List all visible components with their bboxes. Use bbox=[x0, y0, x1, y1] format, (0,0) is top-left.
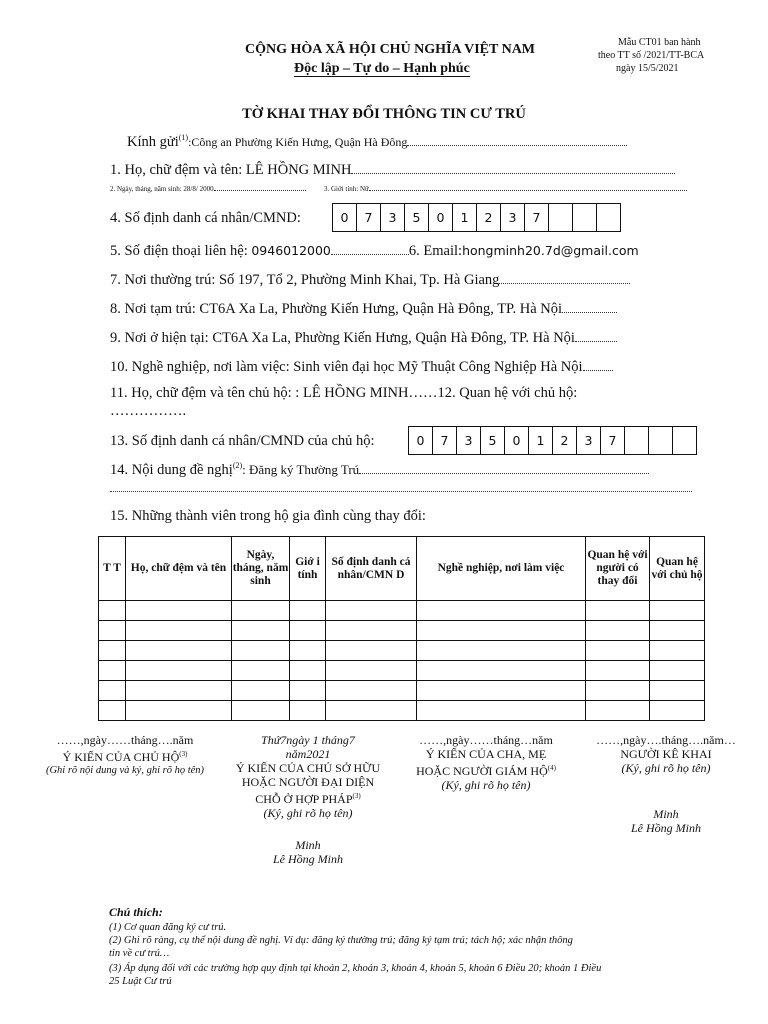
notes-heading: Chú thích: bbox=[109, 905, 163, 919]
table-cell[interactable] bbox=[99, 701, 126, 721]
col-id: Số định danh cá nhân/CMN D bbox=[326, 537, 417, 601]
table-row bbox=[99, 661, 705, 681]
table-cell[interactable] bbox=[232, 621, 290, 641]
note-3a: (3) Áp dụng đối với các trường hợp quy định tại khoản 2, khoản 3, khoản 4, khoản 5, khoản 6 Điều 20; khoản 1 Điều bbox=[109, 963, 602, 974]
signature-declarant: ……,ngày….tháng….năm… NGƯỜI KÊ KHAI (Ký, ghi rõ họ tên) Minh Lê Hồng Minh bbox=[583, 733, 749, 835]
table-cell[interactable] bbox=[326, 661, 417, 681]
table-cell[interactable] bbox=[586, 701, 650, 721]
declarant-name: Lê Hồng Minh bbox=[631, 821, 701, 835]
col-tt: T T bbox=[99, 537, 126, 601]
table-cell[interactable] bbox=[290, 701, 326, 721]
col-relation-changer: Quan hệ với người có thay đổi bbox=[586, 537, 650, 601]
id-digit-box[interactable]: 3 bbox=[501, 204, 525, 231]
form-code-line3: ngày 15/5/2021 bbox=[616, 63, 679, 74]
id-digit-box[interactable]: 1 bbox=[453, 204, 477, 231]
head-id-digit-box[interactable]: 3 bbox=[577, 427, 601, 454]
id-digit-box[interactable]: 2 bbox=[477, 204, 501, 231]
table-cell[interactable] bbox=[650, 641, 705, 661]
table-cell[interactable] bbox=[232, 701, 290, 721]
id-digit-box[interactable]: 0 bbox=[429, 204, 453, 231]
field-id-label: 4. Số định danh cá nhân/CMND: bbox=[110, 210, 301, 226]
id-digit-box[interactable]: 7 bbox=[357, 204, 381, 231]
form-code-line1: Mẫu CT01 ban hành bbox=[618, 37, 701, 48]
table-cell[interactable] bbox=[126, 701, 232, 721]
table-cell[interactable] bbox=[99, 661, 126, 681]
head-id-number-boxes[interactable] bbox=[408, 426, 697, 455]
id-digit-box[interactable]: 7 bbox=[525, 204, 549, 231]
col-occupation: Nghề nghiệp, nơi làm việc bbox=[417, 537, 586, 601]
head-id-digit-box[interactable]: 5 bbox=[481, 427, 505, 454]
owner-name: Lê Hồng Minh bbox=[273, 852, 343, 866]
table-cell[interactable] bbox=[126, 601, 232, 621]
head-id-digit-box[interactable]: 2 bbox=[553, 427, 577, 454]
table-cell[interactable] bbox=[232, 661, 290, 681]
table-cell[interactable] bbox=[586, 641, 650, 661]
table-cell[interactable] bbox=[417, 621, 586, 641]
field-request-content: 14. Nội dung đề nghị$^{(2)}$: Đăng ký Thường Trú bbox=[110, 461, 649, 479]
kinh-gui-row: Kính gửi$^{(1)}$:Công an Phường Kiến Hưng, Quận Hà Đông bbox=[127, 133, 627, 151]
table-cell[interactable] bbox=[99, 681, 126, 701]
table-cell[interactable] bbox=[232, 681, 290, 701]
field-gender: 3. Giới tính: Nữ bbox=[324, 184, 687, 193]
table-cell[interactable] bbox=[326, 601, 417, 621]
table-cell[interactable] bbox=[126, 621, 232, 641]
table-cell[interactable] bbox=[650, 681, 705, 701]
head-id-digit-box[interactable]: 7 bbox=[433, 427, 457, 454]
col-dob: Ngày, tháng, năm sinh bbox=[232, 537, 290, 601]
col-gender: Giớ i tính bbox=[290, 537, 326, 601]
table-cell[interactable] bbox=[417, 681, 586, 701]
owner-signature: Minh bbox=[295, 838, 321, 852]
field-temporary-address: 8. Nơi tạm trú: CT6A Xa La, Phường Kiến Hưng, Quận Hà Đông, TP. Hà Nội bbox=[110, 301, 617, 318]
table-cell[interactable] bbox=[290, 641, 326, 661]
table-cell[interactable] bbox=[99, 641, 126, 661]
table-cell[interactable] bbox=[326, 681, 417, 701]
head-id-digit-box[interactable]: 3 bbox=[457, 427, 481, 454]
head-id-digit-box[interactable] bbox=[649, 427, 673, 454]
table-cell[interactable] bbox=[650, 621, 705, 641]
field-permanent-address: 7. Nơi thường trú: Số 197, Tổ 2, Phường Minh Khai, Tp. Hà Giang bbox=[110, 272, 630, 289]
id-digit-box[interactable] bbox=[573, 204, 597, 231]
email-value[interactable]: hongminh20.7d@gmail.com bbox=[462, 243, 639, 258]
signature-owner: Thứ7ngày 1 tháng7 năm2021 Ý KIẾN CỦA CHỦ SỞ HỮU HOẶC NGƯỜI ĐẠI DIỆN CHỖ Ở HỢP PHÁP$^{(3)}$ (Ký, ghi rõ họ tên) Minh Lê Hồng Minh bbox=[228, 733, 388, 866]
request-value[interactable]: : Đăng ký Thường Trú bbox=[242, 461, 360, 477]
table-cell[interactable] bbox=[650, 701, 705, 721]
table-cell[interactable] bbox=[417, 661, 586, 681]
head-id-digit-box[interactable] bbox=[673, 427, 696, 454]
id-digit-box[interactable] bbox=[549, 204, 573, 231]
head-id-digit-box[interactable] bbox=[625, 427, 649, 454]
table-cell[interactable] bbox=[417, 701, 586, 721]
table-cell[interactable] bbox=[326, 701, 417, 721]
table-cell[interactable] bbox=[290, 621, 326, 641]
note-2b: tin về cư trú… bbox=[109, 948, 170, 959]
table-row bbox=[99, 621, 705, 641]
form-code-line2: theo TT số /2021/TT-BCA bbox=[598, 50, 705, 61]
table-cell[interactable] bbox=[126, 681, 232, 701]
signature-guardian: ……,ngày……tháng…năm Ý KIẾN CỦA CHA, MẸ HOẶC NGƯỜI GIÁM HỘ$^{(4)}$ (Ký, ghi rõ họ tên) bbox=[416, 733, 556, 792]
id-number-boxes[interactable] bbox=[332, 203, 621, 232]
table-cell[interactable] bbox=[586, 661, 650, 681]
field-occupation: 10. Nghề nghiệp, nơi làm việc: Sinh viên đại học Mỹ Thuật Công Nghiệp Hà Nội bbox=[110, 359, 613, 376]
table-cell[interactable] bbox=[417, 601, 586, 621]
table-cell[interactable] bbox=[417, 641, 586, 661]
table-cell[interactable] bbox=[326, 641, 417, 661]
note-3b: 25 Luật Cư trú bbox=[109, 976, 172, 987]
table-cell[interactable] bbox=[326, 621, 417, 641]
table-cell[interactable] bbox=[586, 621, 650, 641]
table-cell[interactable] bbox=[99, 601, 126, 621]
id-digit-box[interactable]: 3 bbox=[381, 204, 405, 231]
note-1: (1) Cơ quan đăng ký cư trú. bbox=[109, 922, 227, 933]
note-2a: (2) Ghi rõ ràng, cụ thể nội dung đề nghị. Ví dụ: đăng ký thường trú; đăng ký tạm trú; tách hộ; xác nhận thông bbox=[109, 935, 573, 946]
field-head-id-label: 13. Số định danh cá nhân/CMND của chủ hộ: bbox=[110, 433, 375, 449]
table-row bbox=[99, 681, 705, 701]
field-current-address: 9. Nơi ở hiện tại: CT6A Xa La, Phường Kiến Hưng, Quận Hà Đông, TP. Hà Nội bbox=[110, 330, 617, 347]
national-title: CỘNG HÒA XÃ HỘI CHỦ NGHĨA VIỆT NAM bbox=[245, 42, 536, 57]
table-row bbox=[99, 701, 705, 721]
signature-household-head: ……,ngày……tháng….năm Ý KIẾN CỦA CHỦ HỘ$^{(3)}$ (Ghi rõ nội dung và ký, ghi rõ họ tên) bbox=[45, 733, 205, 776]
table-cell[interactable] bbox=[650, 661, 705, 681]
table-row bbox=[99, 601, 705, 621]
head-id-digit-box[interactable]: 0 bbox=[409, 427, 433, 454]
head-id-digit-box[interactable]: 1 bbox=[529, 427, 553, 454]
field-household-relation: ……………. bbox=[110, 403, 187, 419]
table-cell[interactable] bbox=[290, 601, 326, 621]
kinh-gui-value[interactable]: :Công an Phường Kiến Hưng, Quận Hà Đông bbox=[188, 134, 408, 149]
table-cell[interactable] bbox=[232, 641, 290, 661]
field-dob: 2. Ngày, tháng, năm sinh: 28/8/ 2000 bbox=[110, 184, 306, 193]
id-digit-box[interactable]: 0 bbox=[333, 204, 357, 231]
head-id-digit-box[interactable]: 0 bbox=[505, 427, 529, 454]
table-cell[interactable] bbox=[290, 661, 326, 681]
motto: Độc lập – Tự do – Hạnh phúc bbox=[294, 61, 470, 76]
declarant-signature: Minh bbox=[653, 807, 679, 821]
table-cell[interactable] bbox=[126, 661, 232, 681]
table-cell[interactable] bbox=[586, 681, 650, 701]
members-table bbox=[98, 536, 705, 721]
request-extra-line bbox=[110, 483, 692, 492]
full-name-value[interactable]: LÊ HỒNG MINH bbox=[245, 162, 352, 178]
head-id-digit-box[interactable]: 7 bbox=[601, 427, 625, 454]
field-full-name: 1. Họ, chữ đệm và tên: LÊ HỒNG MINH bbox=[110, 162, 675, 179]
table-cell[interactable] bbox=[290, 681, 326, 701]
col-relation-head: Quan hệ với chủ hộ bbox=[650, 537, 705, 601]
table-cell[interactable] bbox=[586, 601, 650, 621]
id-digit-box[interactable] bbox=[597, 204, 620, 231]
field-household-head: 11. Họ, chữ đệm và tên chủ hộ: : LÊ HỒNG MINH……12. Quan hệ với chủ hộ: bbox=[110, 385, 578, 401]
table-cell[interactable] bbox=[232, 601, 290, 621]
table-cell[interactable] bbox=[126, 641, 232, 661]
table-cell[interactable] bbox=[650, 601, 705, 621]
id-digit-box[interactable]: 5 bbox=[405, 204, 429, 231]
table-row bbox=[99, 641, 705, 661]
col-name: Họ, chữ đệm và tên bbox=[126, 537, 232, 601]
form-title: TỜ KHAI THAY ĐỔI THÔNG TIN CƯ TRÚ bbox=[242, 106, 526, 122]
phone-value[interactable]: 0946012000 bbox=[251, 243, 331, 258]
field-phone: 5. Số điện thoại liên hệ: 0946012000 6. Email:hongminh20.7d@gmail.com bbox=[110, 243, 639, 259]
table-cell[interactable] bbox=[99, 621, 126, 641]
field-members-label: 15. Những thành viên trong hộ gia đình cùng thay đổi: bbox=[110, 508, 426, 524]
